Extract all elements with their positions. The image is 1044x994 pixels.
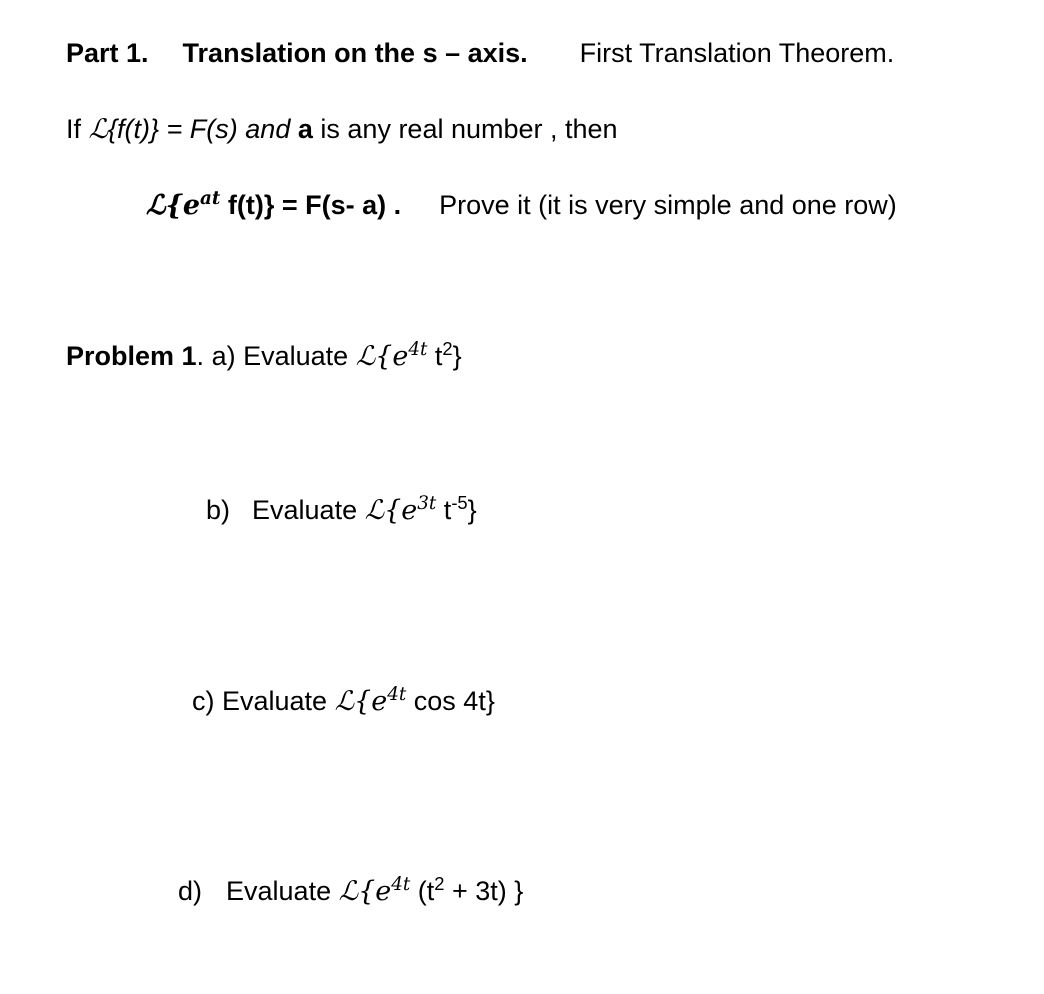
theorem-exponent: at xyxy=(200,187,221,209)
problem-c-label: c) Evaluate xyxy=(192,686,328,716)
problem-b-open: {e xyxy=(384,495,418,526)
laplace-symbol: ℒ xyxy=(355,341,376,372)
problem-c xyxy=(192,683,495,717)
problem-c-open: {e xyxy=(354,686,388,717)
problem-d-exponent2: 2 xyxy=(434,872,445,894)
laplace-symbol: ℒ xyxy=(146,190,166,221)
problem-c-rest: cos 4t} xyxy=(406,686,495,716)
problem-d xyxy=(178,872,524,907)
hypothesis-expr: {f(t)} = F(s) xyxy=(107,114,238,144)
problem-c-exponent: 4t xyxy=(387,683,407,705)
problem-b-exponent: 3t xyxy=(417,492,437,514)
laplace-symbol: ℒ xyxy=(88,114,108,145)
hypothesis-line xyxy=(66,116,618,143)
theorem-open: {e xyxy=(165,190,200,221)
and-word: and xyxy=(245,114,291,144)
problem-d-evaluate: Evaluate xyxy=(226,876,332,906)
problem-b-label: b) xyxy=(206,495,231,525)
problem-b-evaluate: Evaluate xyxy=(252,495,358,525)
part-heading xyxy=(66,40,894,67)
part-title: Translation on the s – axis. xyxy=(182,38,528,68)
hypothesis-rest: is any real number , then xyxy=(320,114,618,144)
theorem-rest: f(t)} = F(s- a) . xyxy=(220,190,402,220)
if-word: If xyxy=(66,114,82,144)
theorem-name: First Translation Theorem. xyxy=(579,38,895,68)
problem-d-exponent: 4t xyxy=(391,873,411,895)
laplace-symbol: ℒ xyxy=(338,876,359,907)
problem-a-label: a) Evaluate xyxy=(211,341,349,371)
problem-a-exponent: 4t xyxy=(408,338,428,360)
problem-a-exponent2: 2 xyxy=(442,337,453,359)
problem-b-close: } xyxy=(467,495,477,525)
theorem-line xyxy=(146,187,897,221)
variable-a: a xyxy=(297,114,313,144)
laplace-symbol: ℒ xyxy=(364,495,385,526)
problem-a-mid: t xyxy=(427,341,443,371)
problem-d-open: {e xyxy=(358,876,392,907)
problem-dot: . xyxy=(196,341,205,371)
problem-b-exponent2: -5 xyxy=(451,491,468,513)
laplace-symbol: ℒ xyxy=(334,686,355,717)
part-label: Part 1. xyxy=(66,38,149,68)
problem-b-mid: t xyxy=(436,495,452,525)
problem-a xyxy=(66,337,462,372)
problem-a-open: {e xyxy=(375,341,409,372)
problem-heading: Problem 1 xyxy=(66,341,197,371)
problem-b xyxy=(206,491,477,526)
problem-d-rest: + 3t) } xyxy=(444,876,524,906)
prove-instruction: Prove it (it is very simple and one row) xyxy=(439,190,897,220)
problem-a-close: } xyxy=(452,341,462,371)
problem-d-mid: (t xyxy=(410,876,435,906)
problem-d-label: d) xyxy=(178,876,203,906)
